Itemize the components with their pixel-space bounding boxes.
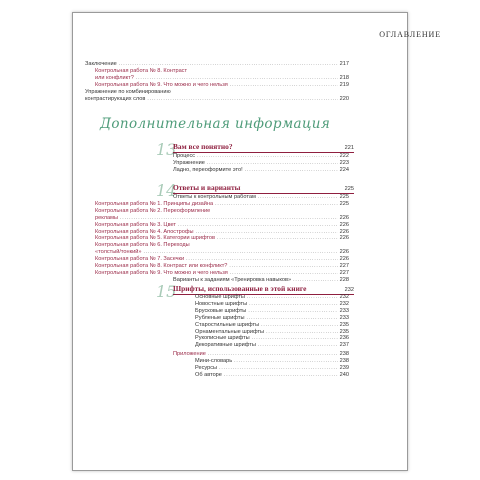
- toc-entry: Упражнение по комбинированию: [85, 88, 171, 95]
- toc-entry: Контрольная работа № 4. Апострофы ..... 226: [95, 229, 349, 236]
- chapter-title: Шрифты, использованные в этой книге 232: [173, 284, 354, 293]
- toc-entry: Брусковые шрифты ..... 233: [195, 308, 349, 315]
- section-title: Дополнительная информация: [100, 116, 331, 132]
- toc-entry: Процесс ..... 222: [173, 153, 349, 160]
- toc-entry: «толстый/тонкий» ..... 226: [95, 249, 349, 256]
- toc-entry: Варианты к заданиям «Тренировка навыков» ..... 228: [173, 277, 349, 284]
- toc-entry: Об авторе ..... 240: [195, 372, 349, 379]
- toc-entry: Контрольная работа № 9. Что можно и чего нельзя ..... 219: [95, 82, 349, 89]
- toc-entry: Мини-словарь ..... 238: [195, 358, 349, 365]
- running-head: ОГЛАВЛЕНИЕ: [379, 30, 441, 39]
- toc-entry: Ресурсы ..... 239: [195, 365, 349, 372]
- chapter-number: 13: [156, 140, 177, 159]
- toc-entry: Рукописные шрифты ..... 236: [195, 335, 349, 342]
- toc-entry: Контрольная работа № 9. Что можно и чего нельзя ..... 227: [95, 270, 349, 277]
- chapter-title: Вам все понятно? 221: [173, 142, 354, 151]
- toc-entry: Контрольная работа № 3. Цвет ..... 226: [95, 222, 349, 229]
- chapter-number: 15: [156, 282, 177, 301]
- toc-entry: Основные шрифты ..... 232: [195, 294, 349, 301]
- toc-entry: Декоративные шрифты ..... 237: [195, 342, 349, 349]
- toc-entry: Упражнение ..... 223: [173, 160, 349, 167]
- toc-entry: Контрольная работа № 1. Принципы дизайна ..... 225: [95, 201, 349, 208]
- toc-entry: Контрольная работа № 6. Переходы: [95, 242, 190, 249]
- chapter-number: 14: [156, 181, 177, 200]
- toc-entry: Орнаментальные шрифты ..... 235: [195, 329, 349, 336]
- toc-entry: Контрольная работа № 2. Переоформление: [95, 207, 211, 214]
- toc-entry: рекламы ..... 226: [95, 215, 349, 222]
- toc-entry: Заключение ..... 217: [85, 61, 349, 68]
- toc-entry: контрастирующих слов ..... 220: [85, 96, 349, 103]
- toc-entry: Старостильные шрифты ..... 235: [195, 322, 349, 329]
- chapter-title: Ответы и варианты 225: [173, 183, 354, 192]
- toc-entry: Ответы к контрольным работам ..... 225: [173, 194, 349, 201]
- toc-entry: Контрольная работа № 5. Категории шрифтов ..... 226: [95, 235, 349, 242]
- toc-entry: Новостные шрифты ..... 232: [195, 301, 349, 308]
- toc-entry: Приложение ..... 238: [173, 351, 349, 358]
- toc-entry: Контрольная работа № 8. Контраст: [95, 67, 188, 74]
- toc-entry: Контрольная работа № 8. Контраст или конфликт? ..... 227: [95, 263, 349, 270]
- toc-entry: или конфликт? ..... 218: [95, 75, 349, 82]
- toc-entry: Контрольная работа № 7. Засечки ..... 226: [95, 256, 349, 263]
- toc-entry: Ладно, переоформите это! ..... 224: [173, 167, 349, 174]
- toc-entry: Рубленые шрифты ..... 233: [195, 315, 349, 322]
